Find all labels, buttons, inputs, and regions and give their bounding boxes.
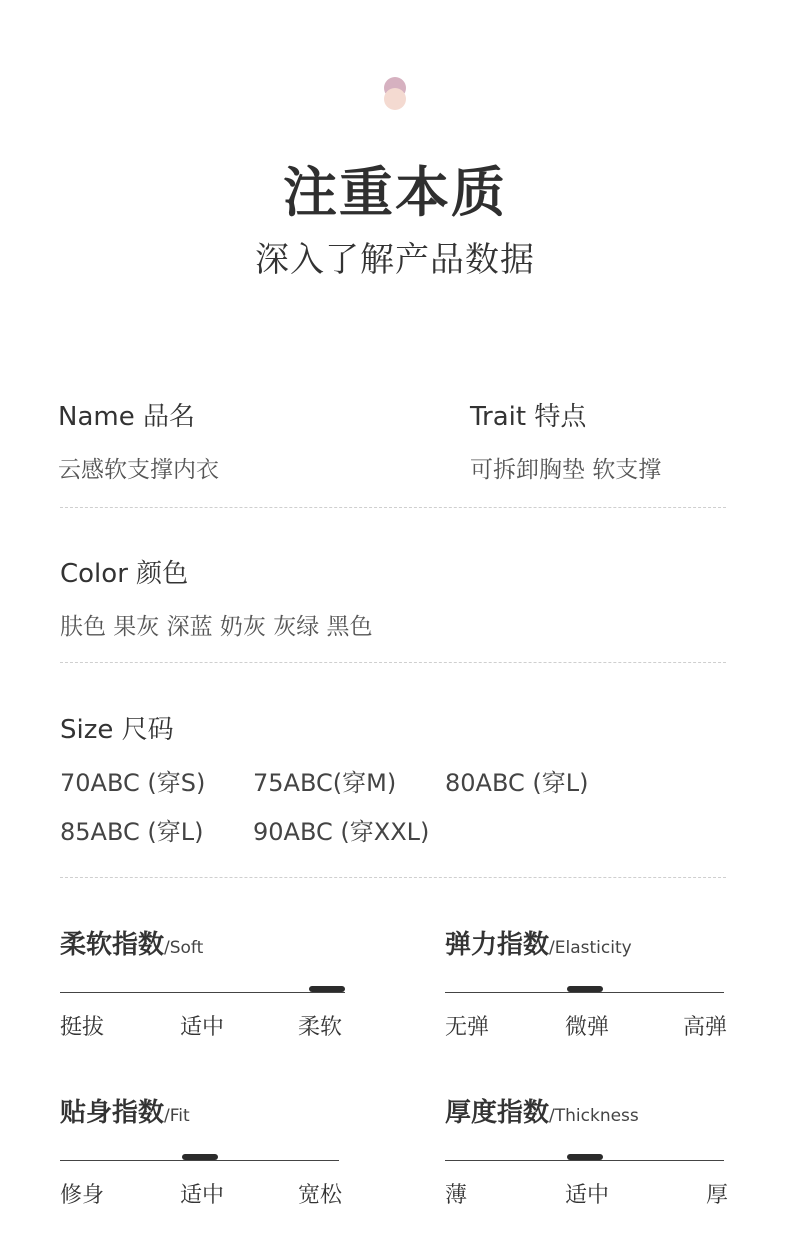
thickness-scale-label-mid: 适中 — [565, 1183, 610, 1208]
thickness-index-title — [445, 1092, 639, 1129]
size-option: 70ABC (穿S) — [60, 769, 206, 797]
elasticity-index-title — [445, 924, 632, 961]
fit-scale-line — [60, 1160, 339, 1161]
size-label: Size 尺码 — [60, 715, 174, 745]
thickness-scale-label-high: 厚 — [706, 1183, 729, 1208]
elasticity-scale-line — [445, 992, 724, 993]
fit-scale-label-low: 修身 — [60, 1183, 105, 1208]
elasticity-scale-label-mid: 微弹 — [565, 1015, 610, 1040]
soft-index-title — [60, 924, 203, 961]
fit-index-title-text: 贴身指数 — [60, 1098, 165, 1128]
soft-scale-label-high: 柔软 — [298, 1015, 343, 1040]
page-subtitle: 深入了解产品数据 — [255, 240, 535, 280]
elasticity-scale-label-low: 无弹 — [445, 1015, 490, 1040]
soft-scale-label-low: 挺拔 — [60, 1015, 105, 1040]
name-value: 云感软支撑内衣 — [58, 457, 219, 483]
soft-scale-line — [60, 992, 345, 993]
soft-index-title-text: 柔软指数 — [60, 930, 165, 960]
elasticity-scale-label-high: 高弹 — [683, 1015, 728, 1040]
page-title: 注重本质 — [283, 161, 507, 224]
soft-index-subtitle: /Soft — [164, 938, 204, 958]
name-label: Name 品名 — [58, 402, 195, 432]
section-divider — [60, 662, 726, 663]
thickness-index-title-text: 厚度指数 — [445, 1098, 550, 1128]
thickness-scale-label-low: 薄 — [445, 1183, 468, 1208]
color-value: 肤色 果灰 深蓝 奶灰 灰绿 黑色 — [60, 614, 373, 640]
size-option: 90ABC (穿XXL) — [253, 818, 430, 846]
thickness-scale-marker — [567, 1154, 603, 1160]
decorative-dot-bottom — [384, 88, 406, 110]
fit-scale-label-high: 宽松 — [298, 1183, 343, 1208]
size-option: 85ABC (穿L) — [60, 818, 204, 846]
elasticity-index-subtitle: /Elasticity — [549, 938, 632, 958]
elasticity-index-title-text: 弹力指数 — [445, 930, 550, 960]
soft-scale-label-mid: 适中 — [180, 1015, 225, 1040]
size-option: 75ABC(穿M) — [253, 769, 397, 797]
fit-scale-marker — [182, 1154, 218, 1160]
trait-value: 可拆卸胸垫 软支撑 — [470, 457, 662, 483]
section-divider — [60, 507, 726, 508]
fit-index-title — [60, 1092, 190, 1129]
thickness-scale-line — [445, 1160, 724, 1161]
size-option: 80ABC (穿L) — [445, 769, 589, 797]
trait-label: Trait 特点 — [470, 402, 587, 432]
thickness-index-subtitle: /Thickness — [549, 1106, 639, 1126]
fit-scale-label-mid: 适中 — [180, 1183, 225, 1208]
color-label: Color 颜色 — [60, 559, 189, 589]
elasticity-scale-marker — [567, 986, 603, 992]
section-divider — [60, 877, 726, 878]
fit-index-subtitle: /Fit — [164, 1106, 190, 1126]
soft-scale-marker — [309, 986, 345, 992]
